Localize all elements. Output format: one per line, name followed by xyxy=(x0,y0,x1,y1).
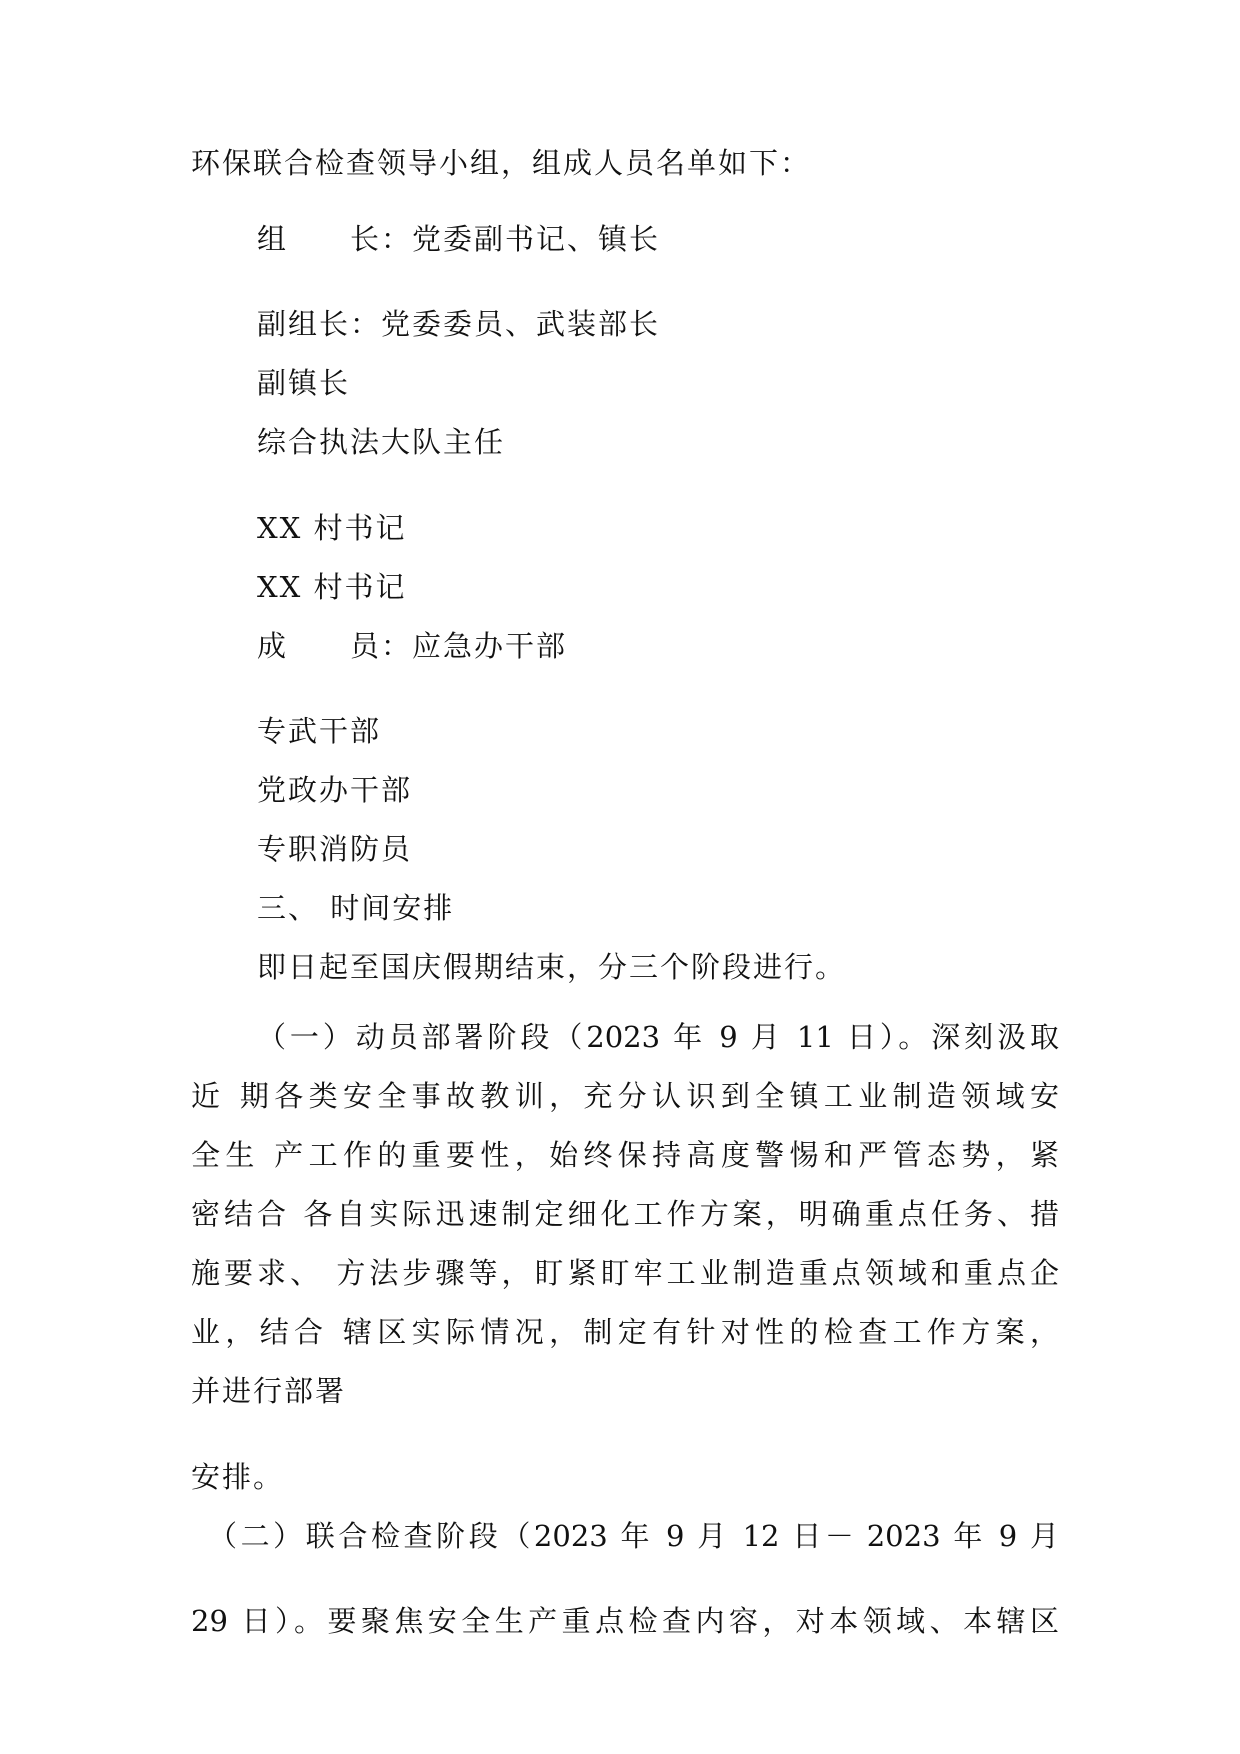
text-line-schedule-intro: 即日起至国庆假期结束，分三个阶段进行。 xyxy=(257,950,847,984)
text-line-village-secretary-1: XX 村书记 xyxy=(257,511,407,545)
paragraph-1-line-6: 业，结合 辖区实际情况，制定有针对性的检查工作方案， xyxy=(191,1315,1059,1349)
text-line-leader: 组 长：党委副书记、镇长 xyxy=(257,222,661,256)
text-line-intro: 环保联合检查领导小组，组成人员名单如下： xyxy=(191,146,812,180)
paragraph-1-line-5: 施要求、 方法步骤等，盯紧盯牢工业制造重点领域和重点企 xyxy=(191,1256,1059,1290)
text-line-village-secretary-2: XX 村书记 xyxy=(257,570,407,604)
paragraph-1-line-1: （一）动员部署阶段（2023 年 9 月 11 日）。深刻汲取 xyxy=(257,1020,1059,1054)
paragraph-1-line-2: 近 期各类安全事故教训，充分认识到全镇工业制造领域安 xyxy=(191,1079,1059,1113)
text-line-members: 成 员：应急办干部 xyxy=(257,629,568,663)
paragraph-1-line-8: 安排。 xyxy=(191,1460,285,1494)
text-line-enforcement-director: 综合执法大队主任 xyxy=(257,425,506,459)
paragraph-2-line-1: （二）联合检查阶段（2023 年 9 月 12 日－ 2023 年 9 月 xyxy=(208,1519,1059,1553)
text-line-deputy-leader: 副组长：党委委员、武装部长 xyxy=(257,307,661,341)
paragraph-2-line-2: 29 日）。要聚焦安全生产重点检查内容，对本领域、本辖区 xyxy=(191,1604,1059,1638)
text-line-armed-cadre: 专武干部 xyxy=(257,714,382,748)
text-line-deputy-mayor: 副镇长 xyxy=(257,366,351,400)
section-heading-schedule: 三、 时间安排 xyxy=(257,891,455,925)
paragraph-1-line-7: 并进行部署 xyxy=(191,1374,347,1408)
text-line-firefighter: 专职消防员 xyxy=(257,832,413,866)
text-line-office-cadre: 党政办干部 xyxy=(257,773,413,807)
paragraph-1-line-4: 密结合 各自实际迅速制定细化工作方案，明确重点任务、措 xyxy=(191,1197,1059,1231)
paragraph-1-line-3: 全生 产工作的重要性，始终保持高度警惕和严管态势，紧 xyxy=(191,1138,1059,1172)
